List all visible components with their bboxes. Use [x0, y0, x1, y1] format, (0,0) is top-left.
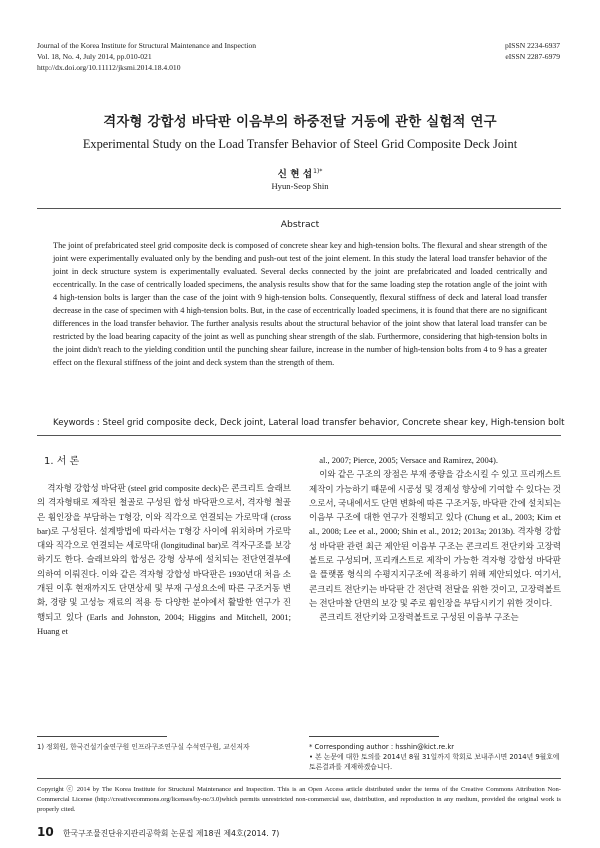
author-affiliation-mark: 1)* — [313, 167, 323, 175]
author-korean — [0, 166, 600, 180]
intro-paragraph-2: 이와 같은 구조의 장점은 부재 중량을 감소시킬 수 있고 프리캐스트 제작이 가능하기 때문에 시공성 및 경제성 향상에 기여할 수 있다는 것으로서, 국내에서도 단면 변화에 따른 구조거동, 바닥판 간에 설치되는 이음부 구조에 대한 연구가 진행되고 있다 (Chung et al., 2003; Kim et al., 2008; Lee et al., 2000; Shin et al., 2012; 2013a; 2013b). 격자형 강합성 바닥판 관련 최근 제안된 이음부 구조는 콘크리트 전단키와 고장력볼트로 구성되며, 프리캐스트로 제작이 가능한 격자형 강합성 바닥판을 플랫폼 형식의 수평지지구조에 적용하기 위해 제안되었다. 여기서, 콘크리트 전단키는 바닥판 간 전단력 전달을 위한 것이고, 고장력볼트는 전단마찰 단면의 보강 및 주로 휨인장을 부담시키기 위한 것이다. — [309, 469, 561, 608]
author-korean-name: 신 현 섭 — [277, 169, 313, 180]
discussion-note: • 본 논문에 대한 토의를 2014년 8월 31일까지 학회로 보내주시면 2014년 9월호에 토론결과를 게재하겠습니다. — [309, 753, 560, 771]
title-english: Experimental Study on the Load Transfer Behavior of Steel Grid Composite Deck Joint — [82, 137, 518, 151]
journal-volume: Vol. 18, No. 4, July 2014, pp.010-021 — [37, 52, 152, 61]
eissn: eISSN 2287-6979 — [505, 52, 560, 61]
copyright-notice: Copyright ⓒ 2014 by The Korea Institute for Structural Maintenance and Inspection. This is an Open Access article distributed under the terms of the Creative Commons Attribution Non-Commercial License (http://creativecommons.org/licenses/by-nc/3.0)which permits unrestricted non-commercial use, distribution, and reproduction in any medium, provided the original work is properly cited. — [37, 786, 561, 813]
footnote-corresponding — [309, 742, 561, 772]
abstract-heading: Abstract — [280, 219, 320, 230]
author-english: Hyun-Seop Shin — [271, 181, 329, 191]
footnote-rule-left — [37, 736, 167, 737]
right-column — [309, 453, 561, 625]
journal-header — [37, 40, 256, 73]
footer-journal-info: 한국구조물진단유지관리공학회 논문집 제18권 제4호(2014. 7) — [63, 829, 280, 838]
page-number: 10 — [37, 825, 54, 839]
abstract-top-rule — [37, 208, 561, 209]
section-heading-introduction: 1. 서 론 — [44, 456, 80, 467]
footnote-affiliation: 1) 정회원, 한국건설기술연구원 인프라구조연구실 수석연구원, 교신저자 — [37, 743, 250, 751]
intro-paragraph-1-continued: al., 2007; Pierce, 2005; Versace and Ramirez, 2004). — [319, 455, 498, 465]
corresponding-author-email: * Corresponding author : hsshin@kict.re.kr — [309, 743, 455, 751]
title-korean: 격자형 강합성 바닥판 이음부의 하중전달 거동에 관한 실험적 연구 — [103, 115, 497, 130]
abstract-text: The joint of prefabricated steel grid composite deck is composed of concrete shear key and high-tension bolts. The flexural and shear strength of the joint were experimentally evaluated only by the bending and push-out test of the joint element. In this study the lateral load transfer behavior of the joint in deck structure system is experimentally evaluated. Several decks connected by the joint are prefabricated and loaded centrically and eccentrically. In the case of centrically loaded specimens, the analysis results show that for the same loading step the rotation angle of the joint with 4 high-tension bolts is larger than the case of the joint with 9 high-tension bolts. Consequently, flexural stiffness of deck and lateral load transfer decrease in the case of specimen with 4 high-tension bolts. But, in the case of eccentrically loaded specimens, it is found that there are no significant differences in the load transfer behavior. The further analysis results about the structural behavior of the joint show that lateral load transfer can be restricted by the load bearing capacity of the joint as well as punching shear strength of the slab. Furthermore, considering that high-tension bolts in the joint didn't reach to the yielding condition until the punching shear failure, increase in the number of high-tension bolts from 4 to 9 has a greater effect on the flexural stiffness of the joint and deck system than the strength of them. — [53, 241, 547, 367]
copyright-rule — [37, 778, 561, 779]
left-column — [37, 481, 291, 638]
footnote-rule-right — [309, 736, 439, 737]
pissn: pISSN 2234-6937 — [504, 41, 560, 50]
intro-paragraph-1: 격자형 강합성 바닥판 (steel grid composite deck)은 콘크리트 슬래브의 격자형태로 제작된 철골로 구성된 합성 바닥판으로서, 격자형 철골은 휨인장을 부담하는 T형강, 이와 직각으로 연결되는 가로막대 (cross bar)로 구성된다. 설계방법에 따라서는 T형강 사이에 위치하며 가로막대와 직각으로 연결되는 세로막대 (longitudinal bar)로 격자구조를 보강하기도 한다. 슬래브와의 합성은 강형 상부에 설치되는 전단연결부에 의하여 이뤄진다. 이와 같은 격자형 강합성 바닥판은 1930년대 처음 소개된 이후 현재까지도 단면상세 및 부재 구성요소에 따른 구조거동 변화, 경량 및 고성능 재료의 적용 등 다양한 분야에서 활발한 연구가 진행되고 있다 (Earls and Johnston, 2004; Higgins and Mitchell, 2001; Huang et — [37, 483, 291, 636]
abstract-bottom-rule — [37, 435, 561, 436]
journal-name: Journal of the Korea Institute for Structural Maintenance and Inspection — [37, 41, 257, 50]
doi-link[interactable]: http://dx.doi.org/10.11112/jksmi.2014.18.4.010 — [37, 63, 181, 72]
issn-block — [505, 40, 560, 62]
keywords: Keywords : Steel grid composite deck, Deck joint, Lateral load transfer behavior, Concrete shear key, High-tension bolt — [53, 418, 565, 428]
intro-paragraph-3: 콘크리트 전단키와 고장력볼트로 구성된 이음부 구조는 — [319, 612, 519, 623]
